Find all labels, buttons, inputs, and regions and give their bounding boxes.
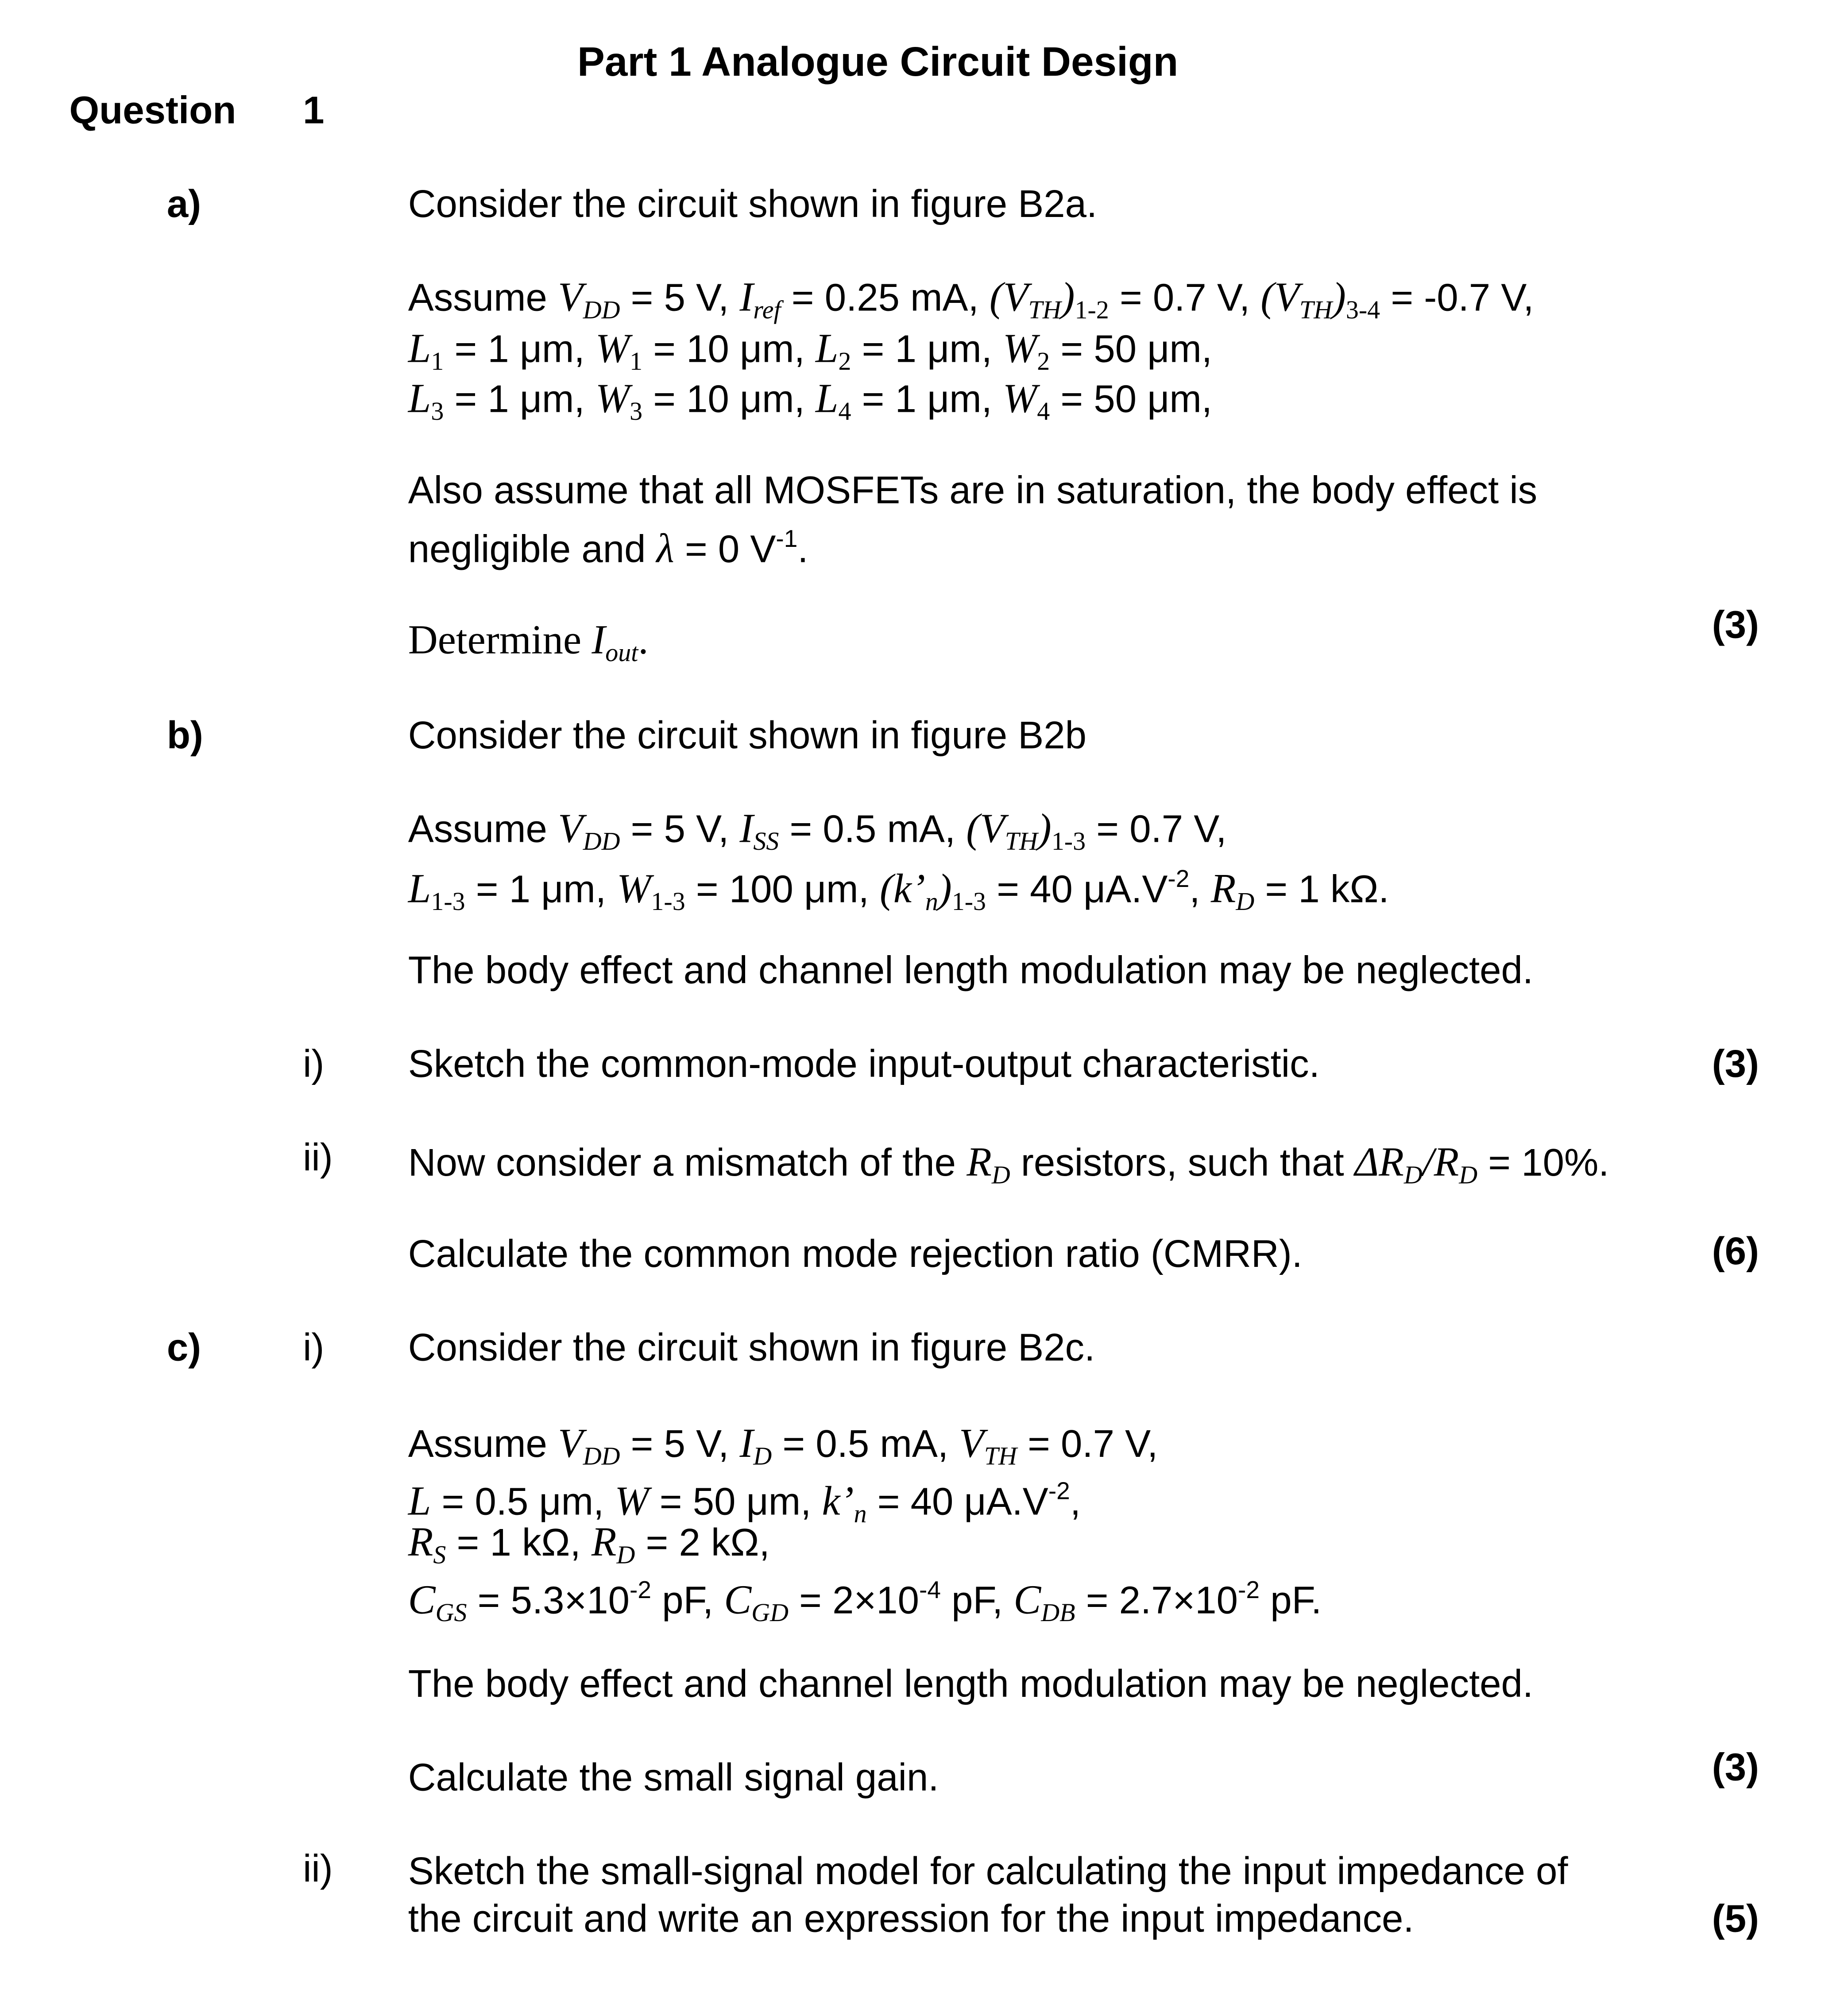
text: = 50 μm, <box>1050 329 1212 371</box>
math-subscript: D <box>991 1161 1010 1190</box>
text-line <box>408 855 1389 928</box>
math-variable: ) <box>1037 805 1052 851</box>
math-subscript: TH <box>1005 828 1038 856</box>
subscript: 3 <box>630 398 643 426</box>
marks-b-i: (3) <box>1712 1043 1759 1086</box>
math-variable: R <box>967 1138 992 1185</box>
math-variable: W <box>1002 375 1037 421</box>
math-subscript: GD <box>751 1599 789 1628</box>
math-variable: ) <box>938 865 952 912</box>
text: = 0.5 μm, <box>431 1481 615 1524</box>
superscript: -2 <box>1048 1479 1070 1506</box>
superscript: -2 <box>630 1577 652 1605</box>
part-c-ii-label: ii) <box>303 1848 333 1891</box>
text: Now consider a mismatch of the <box>408 1142 967 1185</box>
text-line <box>408 946 1533 997</box>
math-variable: W <box>617 865 651 912</box>
math-variable: W <box>595 375 630 421</box>
text-line <box>408 1230 1303 1281</box>
part-c-i-label: i) <box>303 1327 325 1370</box>
math-subscript: DB <box>1041 1599 1075 1628</box>
text-line <box>408 515 808 576</box>
marks-c-ii: (5) <box>1712 1898 1759 1941</box>
text: = 1 kΩ. <box>1254 869 1389 912</box>
text: = 0.5 mA, <box>772 1423 959 1466</box>
text: , <box>1189 869 1211 912</box>
text: = 0.7 V, <box>1109 277 1261 320</box>
superscript: -4 <box>919 1577 941 1605</box>
part-a-label: a) <box>166 183 201 226</box>
superscript: -2 <box>1238 1577 1260 1605</box>
marks-a: (3) <box>1712 604 1759 647</box>
text: = 50 μm, <box>1050 379 1212 421</box>
text: negligible and <box>408 529 657 571</box>
math-variable: W <box>595 325 630 371</box>
text: = 40 μA.V <box>986 869 1168 912</box>
text: = 10%. <box>1477 1142 1609 1185</box>
text-line <box>408 1847 1568 1898</box>
text: = -0.7 V, <box>1380 277 1534 320</box>
text: = 1 μm, <box>444 329 595 371</box>
text: Determine <box>408 616 592 662</box>
marks-c-i: (3) <box>1712 1746 1759 1789</box>
text-line <box>408 1894 1414 1946</box>
text: resistors, such that <box>1010 1142 1355 1185</box>
text: Assume <box>408 277 558 320</box>
math-variable: L <box>408 865 431 912</box>
math-subscript: D <box>616 1541 635 1570</box>
math-variable: λ <box>656 525 674 571</box>
math-variable: V <box>558 1419 583 1466</box>
subscript: 1-3 <box>951 888 986 917</box>
text: = 1 μm, <box>465 869 617 912</box>
text: Also assume that all MOSFETs are in saturation, the body effect is <box>408 469 1538 512</box>
text: = 5 V, <box>620 277 740 320</box>
text: Consider the circuit shown in figure B2a. <box>408 183 1098 226</box>
text: = 50 μm, <box>649 1481 822 1524</box>
subscript: 3-4 <box>1345 296 1380 325</box>
math-subscript: D <box>1403 1161 1423 1190</box>
text: pF. <box>1260 1580 1322 1622</box>
math-variable: L <box>815 375 839 421</box>
math-variable: I <box>739 1419 754 1466</box>
text-line <box>408 1566 1322 1639</box>
text: . <box>638 616 649 662</box>
marks-b-ii: (6) <box>1712 1231 1759 1274</box>
subscript: 1 <box>431 348 444 376</box>
math-variable: R <box>591 1518 617 1565</box>
math-subscript: D <box>1459 1161 1478 1190</box>
math-variable: C <box>1013 1576 1041 1622</box>
math-variable: I <box>739 805 754 851</box>
math-variable: ) <box>1061 273 1075 320</box>
text: = 1 kΩ, <box>446 1522 592 1565</box>
text-line <box>408 466 1537 517</box>
text-line <box>408 711 1086 763</box>
math-subscript: DD <box>583 828 620 856</box>
math-variable: I <box>739 273 754 320</box>
text: = 2×10 <box>789 1580 919 1622</box>
math-subscript: DD <box>583 1443 620 1471</box>
math-subscript: TH <box>1028 296 1061 325</box>
text: pF, <box>940 1580 1014 1622</box>
text: The body effect and channel length modulation may be neglected. <box>408 949 1534 992</box>
text: Consider the circuit shown in figure B2b <box>408 715 1086 758</box>
math-variable: (V <box>1260 273 1299 320</box>
math-variable: W <box>615 1477 649 1524</box>
text: = 0.7 V, <box>1086 809 1227 851</box>
math-subscript: D <box>1236 888 1255 917</box>
page-title: Part 1 Analogue Circuit Design <box>577 38 1179 85</box>
text: pF, <box>651 1580 724 1622</box>
math-subscript: DD <box>583 296 620 325</box>
text: = 0.25 mA, <box>781 277 990 320</box>
text-line <box>408 1040 1320 1091</box>
text: . <box>797 529 808 571</box>
math-subscript: D <box>753 1443 772 1471</box>
text: = 100 μm, <box>685 869 880 912</box>
text: = 5 V, <box>620 1423 740 1466</box>
text: , <box>1070 1481 1081 1524</box>
math-variable: (V <box>966 805 1005 851</box>
question-number: 1 <box>303 89 325 132</box>
math-subscript: S <box>433 1541 446 1570</box>
subscript: 2 <box>838 348 851 376</box>
math-subscript: out <box>605 639 638 668</box>
text: = 10 μm, <box>642 329 816 371</box>
math-variable: V <box>959 1419 984 1466</box>
text: Assume <box>408 809 558 851</box>
math-variable: I <box>592 616 606 662</box>
math-subscript: SS <box>753 828 779 856</box>
math-variable: V <box>558 805 583 851</box>
text: = 10 μm, <box>642 379 816 421</box>
text: = 0.5 mA, <box>779 809 967 851</box>
text: = 1 μm, <box>851 379 1003 421</box>
text: The body effect and channel length modulation may be neglected. <box>408 1663 1534 1706</box>
math-subscript: GS <box>435 1599 467 1628</box>
math-variable: R <box>408 1518 433 1565</box>
math-subscript: n <box>854 1500 867 1529</box>
subscript: 1-3 <box>1051 828 1086 856</box>
subscript: 2 <box>1037 348 1050 376</box>
math-variable: ΔR <box>1354 1138 1404 1185</box>
math-subscript: TH <box>1299 296 1332 325</box>
math-variable: V <box>558 273 583 320</box>
superscript: -2 <box>1168 866 1190 894</box>
part-c-label: c) <box>166 1327 201 1370</box>
math-variable: L <box>815 325 839 371</box>
math-variable: ) <box>1332 273 1346 320</box>
math-variable: W <box>1002 325 1037 371</box>
math-variable: C <box>724 1576 752 1622</box>
text: Calculate the small signal gain. <box>408 1757 939 1800</box>
part-b-label: b) <box>166 715 203 758</box>
text: = 0.7 V, <box>1017 1423 1158 1466</box>
math-variable: L <box>408 1477 431 1524</box>
text: = 40 μA.V <box>866 1481 1048 1524</box>
subscript: 4 <box>838 398 851 426</box>
math-variable: C <box>408 1576 436 1622</box>
text: the circuit and write an expression for the input impedance. <box>408 1898 1414 1941</box>
subscript: 1-2 <box>1075 296 1109 325</box>
text-line <box>408 1136 1609 1201</box>
part-b-ii-label: ii) <box>303 1137 333 1180</box>
text: Assume <box>408 1423 558 1466</box>
text-line <box>408 614 649 679</box>
text-line <box>408 1753 939 1804</box>
text: = 1 μm, <box>444 379 595 421</box>
subscript: 1-3 <box>431 888 465 917</box>
text: = 0 V <box>674 529 776 571</box>
subscript: 1 <box>630 348 643 376</box>
text: = 5.3×10 <box>467 1580 630 1622</box>
math-variable: L <box>408 325 431 371</box>
math-variable: /R <box>1422 1138 1459 1185</box>
text: = 2.7×10 <box>1075 1580 1238 1622</box>
question-label: Question <box>69 89 236 132</box>
superscript: -1 <box>776 526 798 554</box>
text-line <box>408 180 1097 231</box>
subscript: 4 <box>1037 398 1050 426</box>
text: = 2 kΩ, <box>635 1522 770 1565</box>
math-variable: k’ <box>822 1477 854 1524</box>
text-line <box>408 1660 1533 1711</box>
math-variable: R <box>1210 865 1236 912</box>
math-subscript: n <box>925 888 938 917</box>
math-subscript: TH <box>984 1443 1017 1471</box>
text: Sketch the small-signal model for calculating the input impedance of <box>408 1850 1568 1893</box>
text-line <box>408 372 1212 438</box>
text-line <box>408 1323 1095 1374</box>
text: = 5 V, <box>620 809 740 851</box>
text: = 1 μm, <box>851 329 1003 371</box>
text: Sketch the common-mode input-output characteristic. <box>408 1043 1320 1086</box>
math-variable: (k’ <box>879 865 925 912</box>
text: Consider the circuit shown in figure B2c. <box>408 1327 1095 1370</box>
subscript: 3 <box>431 398 444 426</box>
math-variable: L <box>408 375 431 421</box>
part-b-i-label: i) <box>303 1043 325 1086</box>
subscript: 1-3 <box>651 888 685 917</box>
math-variable: (V <box>989 273 1028 320</box>
text: Calculate the common mode rejection ratio (CMRR). <box>408 1233 1303 1276</box>
math-subscript: ref <box>753 296 781 325</box>
